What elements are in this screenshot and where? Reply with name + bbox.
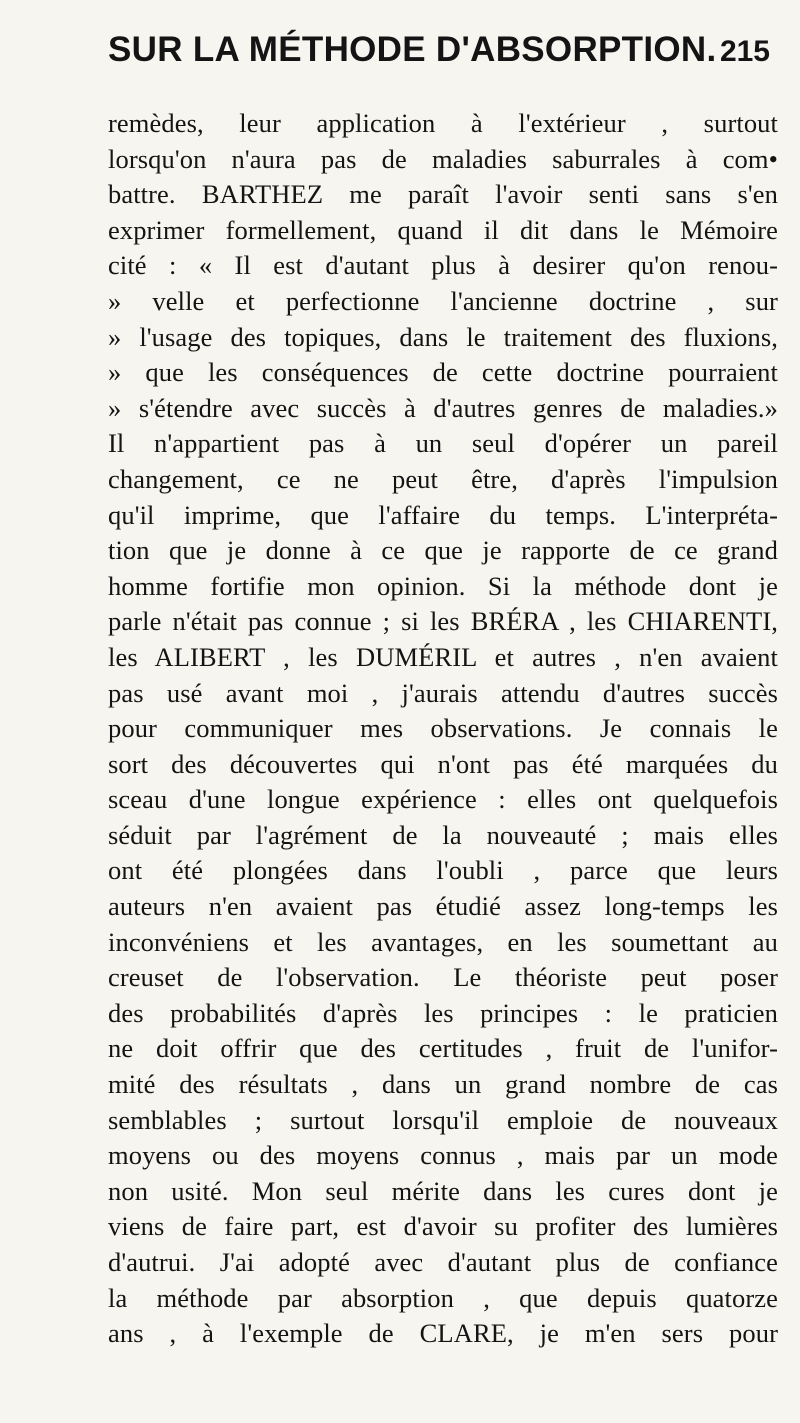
- text-line: Il n'appartient pas à un seul d'opérer un pareil: [108, 428, 778, 459]
- text-line: homme fortifie mon opinion. Si la méthode dont je: [108, 570, 778, 601]
- text-line: semblables ; surtout lorsqu'il emploie de nouveaux: [108, 1104, 778, 1135]
- text-line: sort des découvertes qui n'ont pas été marquées du: [108, 748, 778, 779]
- text-line: séduit par l'agrément de la nouveauté ; mais elles: [108, 819, 778, 850]
- text-line: remèdes, leur application à l'extérieur , surtout: [108, 108, 778, 138]
- text-line: auteurs n'en avaient pas étudié assez long-temps les: [108, 891, 778, 922]
- text-line: la méthode par absorption , que depuis quatorze: [108, 1282, 778, 1313]
- text-line: inconvéniens et les avantages, en les soumettant au: [108, 926, 778, 957]
- text-line: cité : « Il est d'autant plus à desirer qu'on renou-: [108, 250, 778, 281]
- text-line: sceau d'une longue expérience : elles ont quelquefois: [108, 784, 778, 815]
- running-head-title: SUR LA MÉTHODE D'ABSORPTION.: [108, 30, 717, 69]
- text-line: pas usé avant moi , j'aurais attendu d'autres succès: [108, 677, 778, 708]
- text-line: les ALIBERT , les DUMÉRIL et autres , n'en avaient: [108, 641, 778, 672]
- text-line: non usité. Mon seul mérite dans les cures dont je: [108, 1175, 778, 1206]
- text-line: ans , à l'exemple de CLARE, je m'en sers pour: [108, 1318, 778, 1349]
- text-line: ne doit offrir que des certitudes , fruit de l'unifor-: [108, 1033, 778, 1064]
- text-line: parle n'était pas connue ; si les BRÉRA , les CHIARENTI,: [108, 606, 778, 637]
- text-line: d'autrui. J'ai adopté avec d'autant plus de confiance: [108, 1247, 778, 1277]
- text-line: viens de faire part, est d'avoir su profiter des lumières: [108, 1211, 778, 1242]
- text-line: tion que je donne à ce que je rapporte de ce grand: [108, 535, 778, 566]
- text-line: pour communiquer mes observations. Je connais le: [108, 713, 778, 744]
- text-line: exprimer formellement, quand il dit dans le Mémoire: [108, 214, 778, 245]
- text-line: changement, ce ne peut être, d'après l'impulsion: [108, 463, 778, 494]
- text-line: qu'il imprime, que l'affaire du temps. L'interpréta-: [108, 499, 778, 530]
- running-head: [108, 30, 778, 86]
- text-line: mité des résultats , dans un grand nombre de cas: [108, 1069, 778, 1100]
- text-line: » s'étendre avec succès à d'autres genres de maladies.»: [108, 392, 778, 423]
- page-number: 215: [719, 35, 770, 68]
- text-line: des probabilités d'après les principes : le praticien: [108, 997, 778, 1028]
- text-line: battre. BARTHEZ me paraît l'avoir senti sans s'en: [108, 179, 778, 210]
- body-text: [108, 106, 778, 1352]
- text-line: » l'usage des topiques, dans le traitement des fluxions,: [108, 321, 778, 352]
- text-line: moyens ou des moyens connus , mais par un mode: [108, 1140, 778, 1171]
- text-line: creuset de l'observation. Le théoriste peut poser: [108, 962, 778, 993]
- text-line: ont été plongées dans l'oubli , parce que leurs: [108, 855, 778, 886]
- text-line: » velle et perfectionne l'ancienne doctrine , sur: [108, 285, 778, 316]
- text-line: » que les conséquences de cette doctrine pourraient: [108, 357, 778, 388]
- text-line: lorsqu'on n'aura pas de maladies saburrales à com•: [108, 143, 778, 174]
